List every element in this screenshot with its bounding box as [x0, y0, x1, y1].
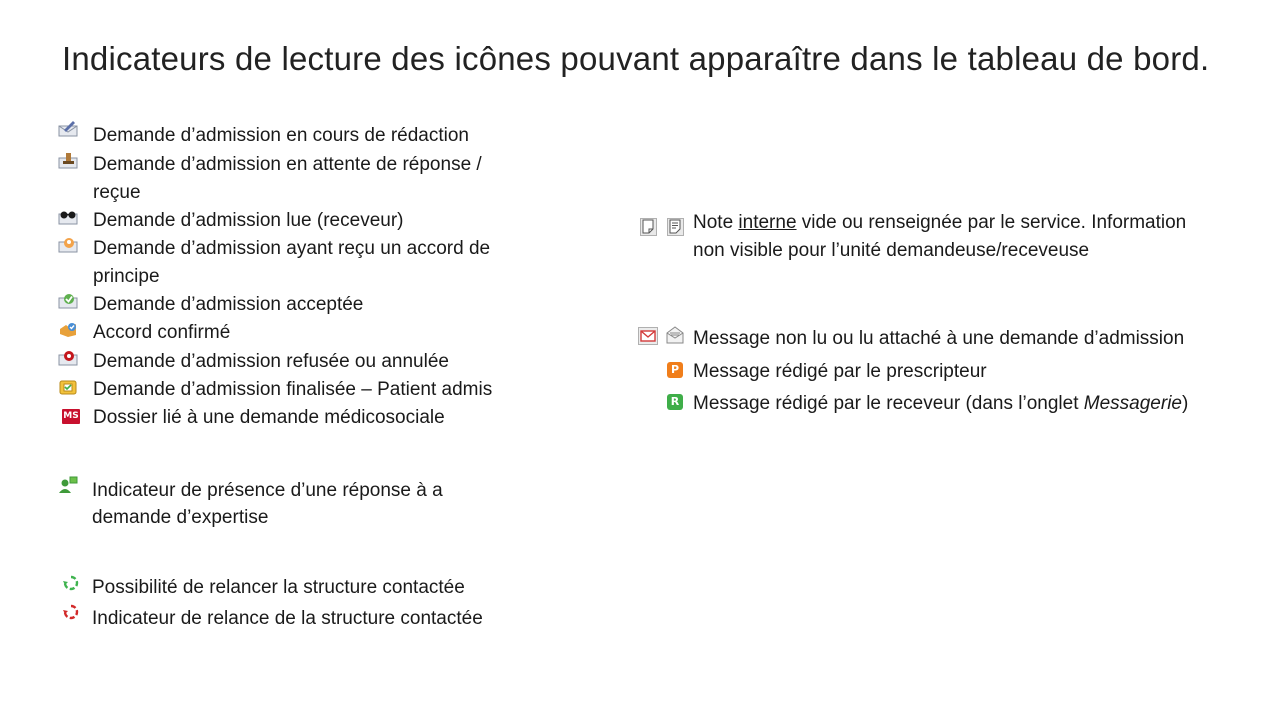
message-text: Message non lu ou lu attaché à une demande d’admission	[693, 328, 1185, 349]
relance-text: Indicateur de relance de la structure contactée	[92, 608, 483, 629]
unread-mail-icon	[638, 327, 658, 345]
legend-item-text: Demande d’admission ayant reçu un accord de	[93, 238, 491, 259]
relance-text: Possibilité de relancer la structure contactée	[92, 577, 465, 598]
legend-item-text: Accord confirmé	[93, 322, 231, 343]
agreement-principle-icon	[58, 236, 78, 254]
note-text: Note interne vide ou renseignée par le service. Information	[693, 212, 1187, 233]
prescriber-text: Message rédigé par le prescripteur	[693, 361, 987, 382]
read-mail-icon	[665, 325, 685, 345]
legend-item-text-cont: reçue	[93, 182, 141, 203]
legend-item-text: Demande d’admission lue (receveur)	[93, 210, 404, 231]
filled-note-icon	[667, 218, 684, 236]
legend-item-text: Demande d’admission en cours de rédaction	[93, 125, 469, 146]
legend-item-text: Demande d’admission finalisée – Patient admis	[93, 379, 493, 400]
legend-item-text: Demande d’admission acceptée	[93, 294, 364, 315]
read-glasses-icon	[58, 208, 78, 226]
legend-item-text: Demande d’admission en attente de réponse /	[93, 154, 482, 175]
legend-item-text: Dossier lié à une demande médicosociale	[93, 407, 445, 428]
refused-cancel-icon	[58, 349, 78, 367]
receiver-text: Message rédigé par le receveur (dans l’onglet Messagerie)	[693, 393, 1189, 414]
finalized-admitted-icon	[58, 378, 78, 396]
relaunch-done-icon	[62, 604, 80, 620]
page-title: Indicateurs de lecture des icônes pouvant apparaître dans le tableau de bord.	[62, 40, 1210, 77]
prescriber-badge-icon: P	[667, 362, 683, 378]
expertise-text-cont: demande d’expertise	[92, 507, 269, 528]
empty-note-icon	[640, 218, 657, 236]
legend-item-text: Demande d’admission refusée ou annulée	[93, 351, 449, 372]
relaunch-possible-icon	[62, 575, 80, 591]
legend-item-text-cont: principe	[93, 266, 160, 287]
note-text-cont: non visible pour l’unité demandeuse/receveuse	[693, 240, 1090, 261]
expertise-response-icon	[58, 476, 78, 494]
ms-badge-icon: MS	[62, 409, 80, 424]
receiver-badge-icon: R	[667, 394, 683, 410]
confirmed-agreement-icon	[58, 321, 78, 339]
draft-envelope-icon	[58, 120, 78, 138]
pending-stamp-icon	[58, 152, 78, 170]
expertise-text: Indicateur de présence d’une réponse à a	[92, 480, 443, 501]
note-internal-word: interne	[738, 212, 797, 233]
accepted-check-icon	[58, 292, 78, 310]
